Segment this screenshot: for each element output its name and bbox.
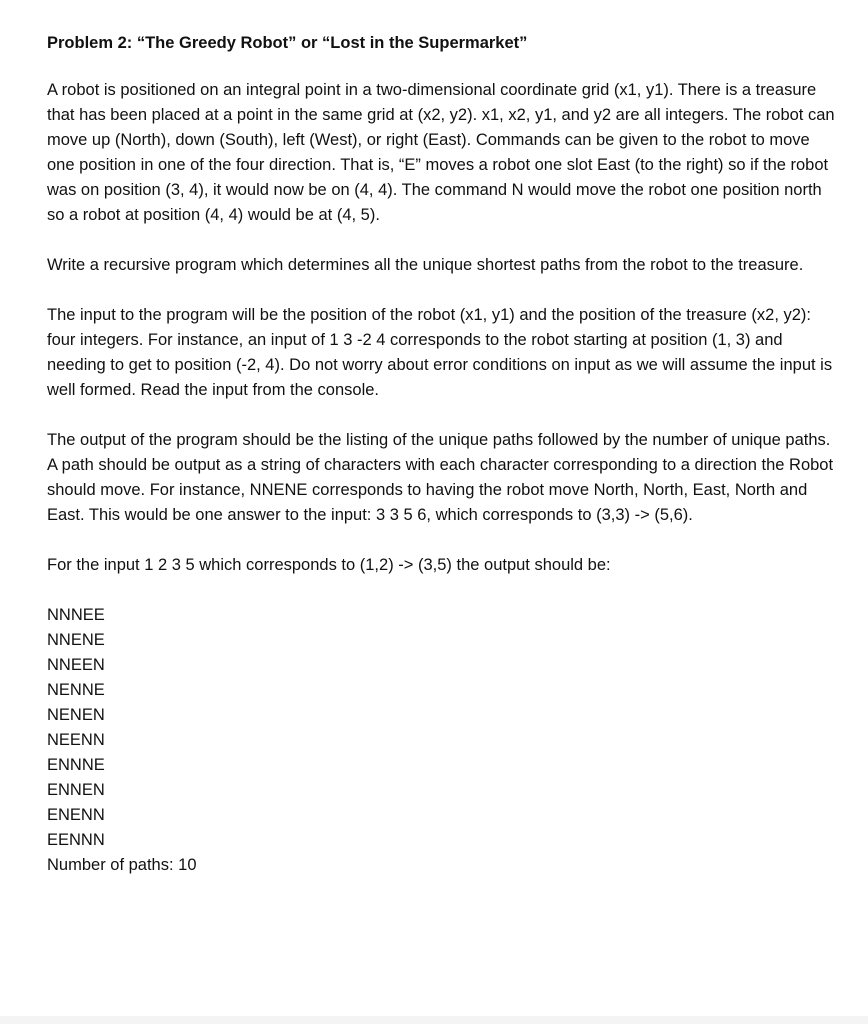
paragraph-output: The output of the program should be the listing of the unique paths followed by the number of unique paths. A path should be output as a string of characters with each character corresponding to a direction the Robot should move. For instance, NNENE corresponds to having the robot move North, North, East, North and East. This would be one answer to the input: 3 3 5 6, which corresponds to (3,3) -> (5,6). (47, 431, 834, 524)
page-bottom-edge (0, 1016, 868, 1024)
paragraph-task: Write a recursive program which determines all the unique shortest paths from the robot to the treasure. (47, 256, 804, 274)
output-line: NNENE (47, 631, 105, 649)
example-output (47, 603, 837, 878)
paragraph-robot-description: A robot is positioned on an integral point in a two-dimensional coordinate grid (x1, y1). There is a treasure that has been placed at a point in the same grid at (x2, y2). x1, x2, y1, and y2 are all integers. The robot can move up (North), down (South), left (West), or right (East). Commands can be given to the robot to move one position in one of the four direction. That is, “E” moves a robot one slot East (to the right) so if the robot was on position (3, 4), it would now be on (4, 4). The command N would move the robot one position north so a robot at position (4, 4) would be at (4, 5). (47, 81, 835, 224)
output-line: ENNEN (47, 781, 105, 799)
output-line: ENENN (47, 806, 105, 824)
output-line: NNEEN (47, 656, 105, 674)
output-line: NENEN (47, 706, 105, 724)
document-page (47, 31, 837, 878)
output-line: NENNE (47, 681, 105, 699)
paragraph-example-intro: For the input 1 2 3 5 which corresponds to (1,2) -> (3,5) the output should be: (47, 556, 611, 574)
output-line: NNNEE (47, 606, 105, 624)
output-line: EENNN (47, 831, 105, 849)
output-line: ENNNE (47, 756, 105, 774)
paragraph-input: The input to the program will be the position of the robot (x1, y1) and the position of the treasure (x2, y2): four integers. For instance, an input of 1 3 -2 4 corresponds to the robot starting at position (1, 3) and needing to get to position (-2, 4). Do not worry about error conditions on input as we will assume the input is well formed. Read the input from the console. (47, 306, 833, 399)
path-count: Number of paths: 10 (47, 856, 197, 874)
problem-title: Problem 2: “The Greedy Robot” or “Lost in the Supermarket” (47, 34, 528, 52)
output-line: NEENN (47, 731, 105, 749)
